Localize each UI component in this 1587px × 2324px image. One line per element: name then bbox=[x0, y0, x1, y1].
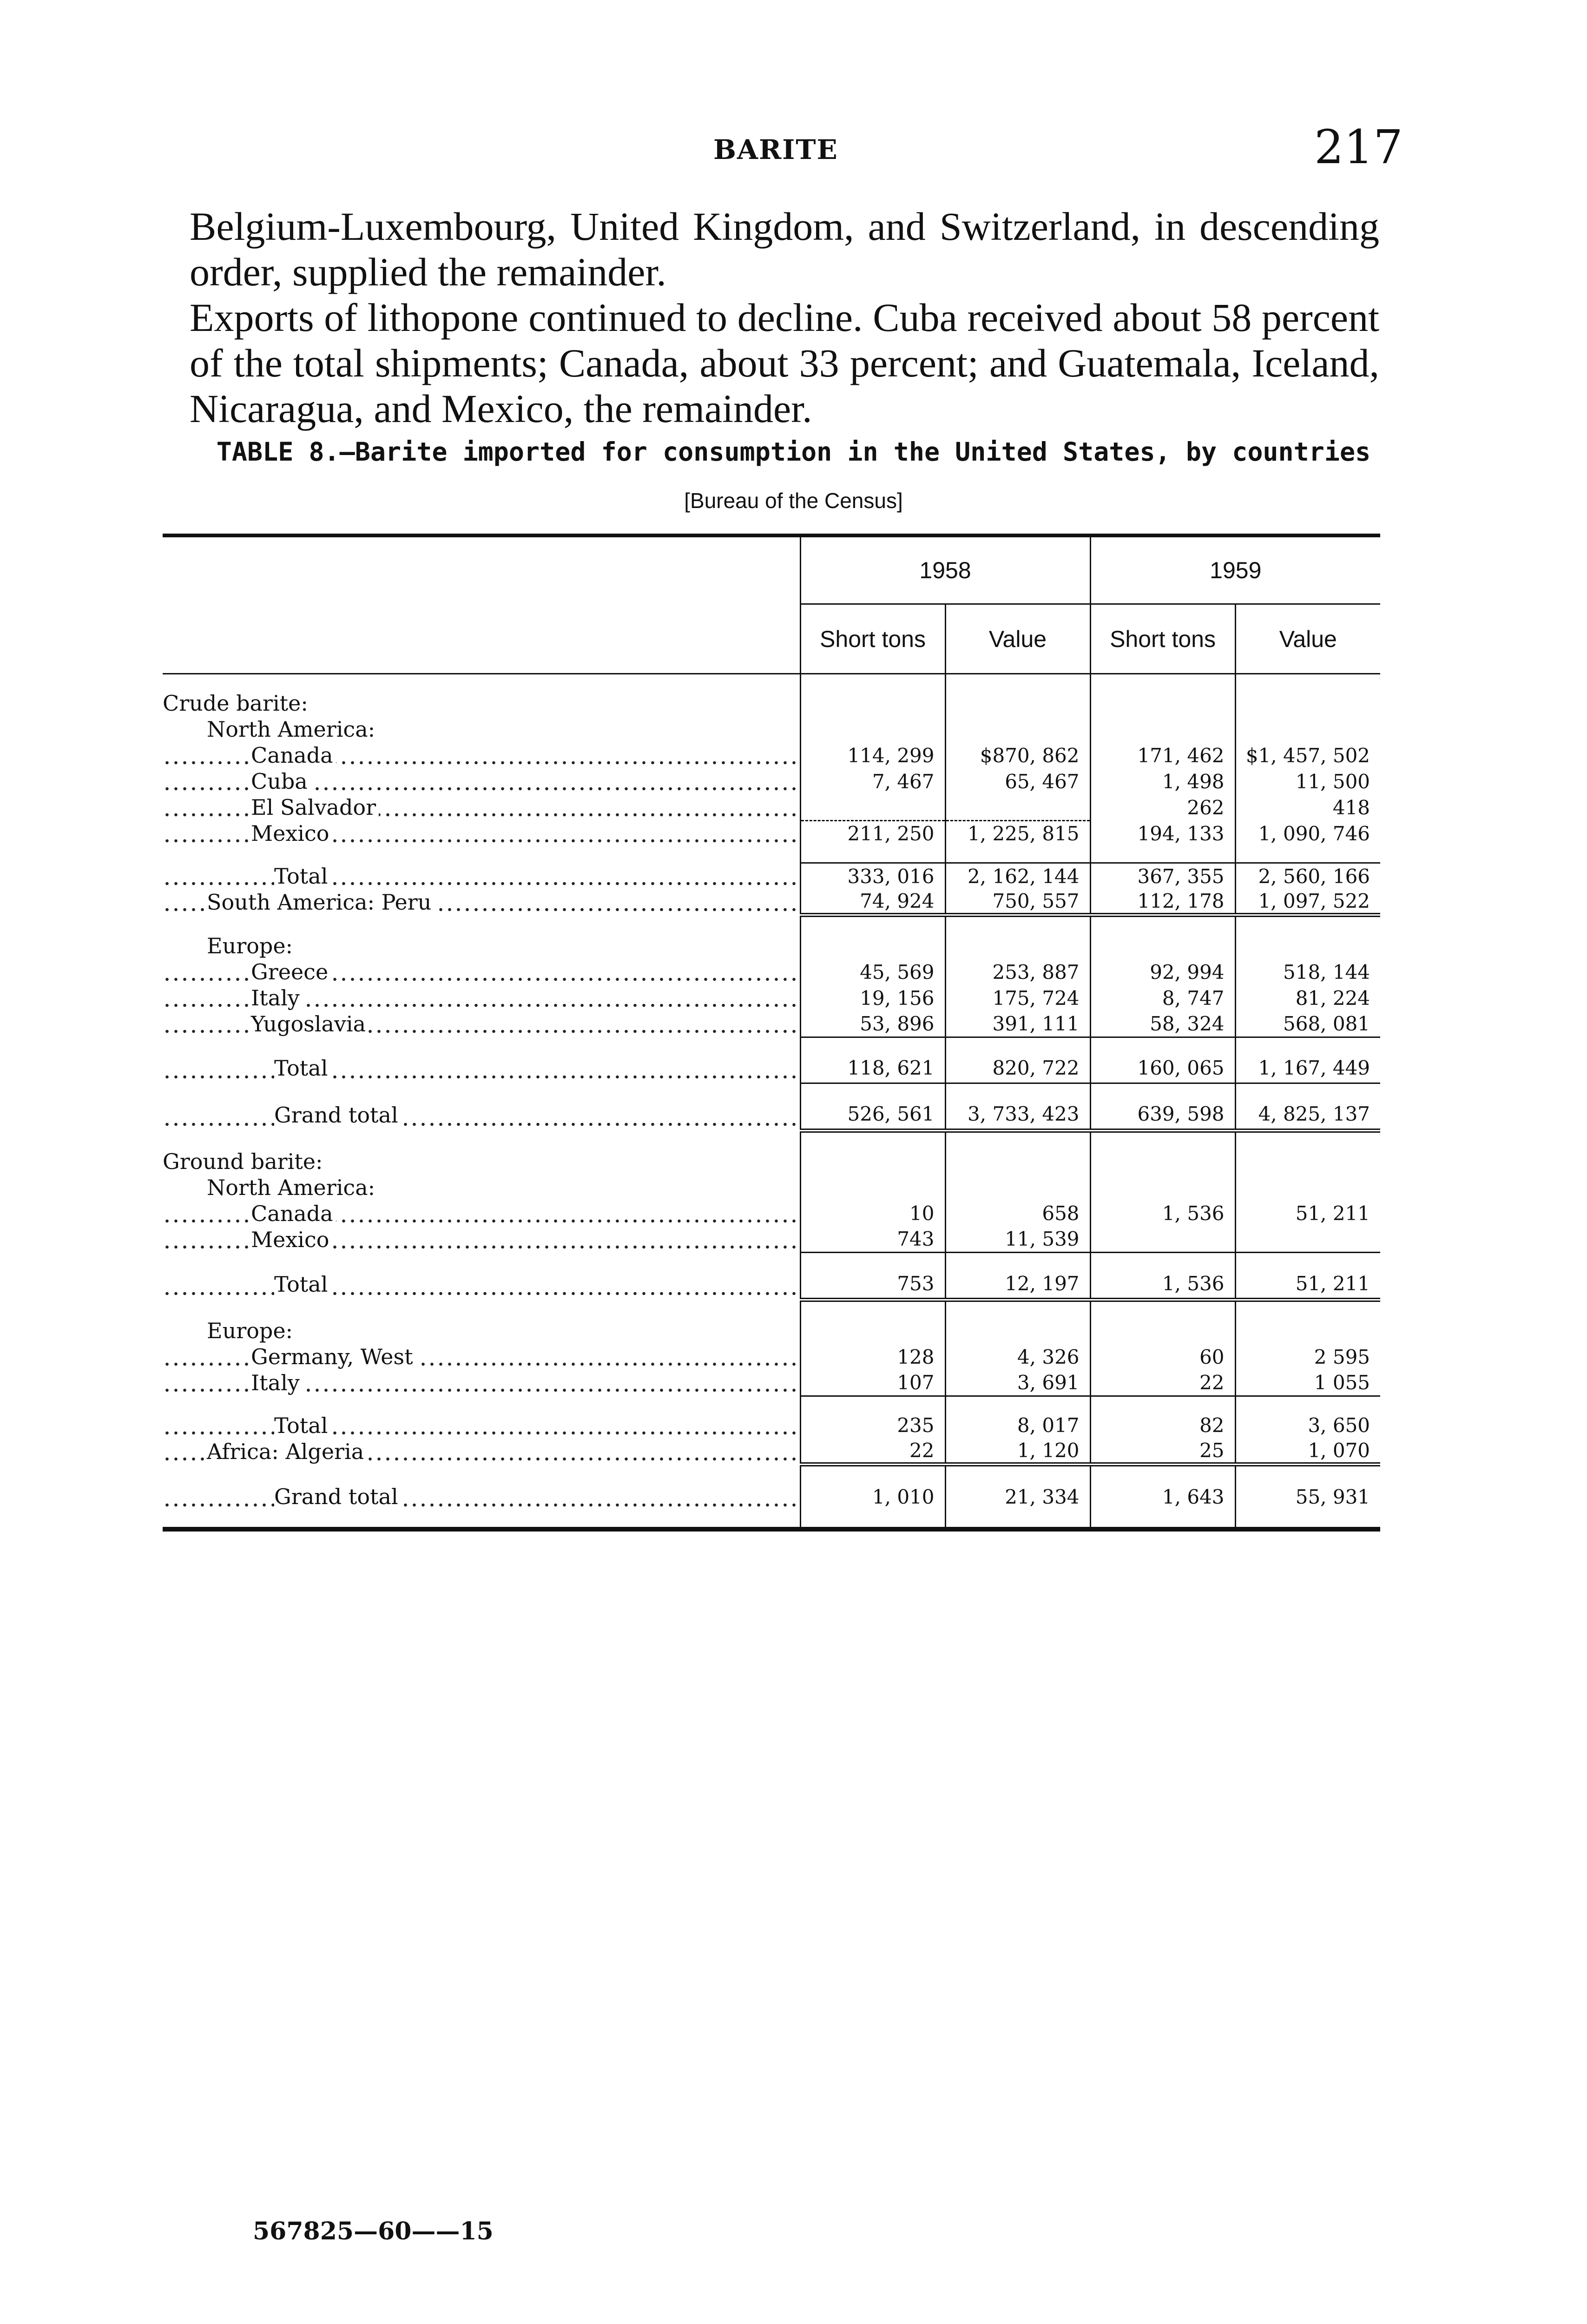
table-row: Yugoslavia 53, 896 391, 111 58, 324 568, 081 bbox=[163, 1011, 1380, 1037]
table-title: TABLE 8.—Barite imported for consumption in the United States, by countries bbox=[216, 437, 1371, 467]
year-header: 1958 bbox=[800, 537, 1090, 604]
paragraph: Belgium-Luxembourg, United Kingdom, and Switzerland, in descending order, supplied the remainder. bbox=[190, 204, 1379, 294]
table-row: Canada 10 658 1, 536 51, 211 bbox=[163, 1201, 1380, 1227]
total-row: Total 753 12, 197 1, 536 51, 211 bbox=[163, 1269, 1380, 1300]
column-header: Short tons bbox=[800, 604, 945, 674]
body-text bbox=[190, 204, 1379, 431]
table-top-rule bbox=[163, 534, 1380, 537]
stub-header bbox=[163, 537, 800, 674]
total-row: Total 333, 016 2, 162, 144 367, 355 2, 560, 166 bbox=[163, 863, 1380, 889]
table-row: Mexico 211, 250 1, 225, 815 194, 133 1, 090, 746 bbox=[163, 820, 1380, 846]
table-row: Germany, West 128 4, 326 60 2 595 bbox=[163, 1344, 1380, 1370]
running-title: BARITE bbox=[713, 134, 838, 165]
table-row: Italy 107 3, 691 22 1 055 bbox=[163, 1370, 1380, 1396]
section-heading: North America: bbox=[163, 716, 1380, 742]
section-heading: North America: bbox=[163, 1175, 1380, 1201]
table-row: El Salvador 262 418 bbox=[163, 794, 1380, 820]
year-header: 1959 bbox=[1090, 537, 1380, 604]
column-header: Value bbox=[1235, 604, 1380, 674]
grand-total-row: Grand total 1, 010 21, 334 1, 643 55, 931 bbox=[163, 1482, 1380, 1511]
column-header: Value bbox=[945, 604, 1090, 674]
grand-total-row: Grand total 526, 561 3, 733, 423 639, 598 4, 825, 137 bbox=[163, 1100, 1380, 1131]
table-row: Africa: Algeria 22 1, 120 25 1, 070 bbox=[163, 1439, 1380, 1465]
table-row: Cuba 7, 467 65, 467 1, 498 11, 500 bbox=[163, 768, 1380, 794]
page-number: 217 bbox=[1314, 120, 1403, 174]
table-row: Mexico 743 11, 539 bbox=[163, 1227, 1380, 1253]
table-row: Canada 114, 299 $870, 862 171, 462 $1, 457, 502 bbox=[163, 742, 1380, 768]
table-row: Greece 45, 569 253, 887 92, 994 518, 144 bbox=[163, 959, 1380, 985]
section-heading: Europe: bbox=[163, 933, 1380, 959]
total-row: Total 118, 621 820, 722 160, 065 1, 167, 449 bbox=[163, 1054, 1380, 1083]
section-heading: Crude barite: bbox=[163, 690, 1380, 716]
printer-code: 567825—60——15 bbox=[253, 2217, 494, 2245]
page-header bbox=[0, 120, 1587, 176]
table-bottom-rule bbox=[163, 1527, 1380, 1532]
section-heading: Ground barite: bbox=[163, 1149, 1380, 1175]
column-header: Short tons bbox=[1090, 604, 1235, 674]
table-row: Italy 19, 156 175, 724 8, 747 81, 224 bbox=[163, 985, 1380, 1011]
table-source: [Bureau of the Census] bbox=[684, 489, 903, 513]
total-row: Total 235 8, 017 82 3, 650 bbox=[163, 1413, 1380, 1439]
section-heading: Europe: bbox=[163, 1318, 1380, 1344]
table-row: South America: Peru 74, 924 750, 557 112, 178 1, 097, 522 bbox=[163, 889, 1380, 915]
paragraph: Exports of lithopone continued to decline. Cuba received about 58 percent of the total shipments; Canada, about 33 percent; and Guatemala, Iceland, Nicaragua, and Mexico, the remainder. bbox=[190, 295, 1379, 431]
data-table bbox=[163, 534, 1380, 1532]
